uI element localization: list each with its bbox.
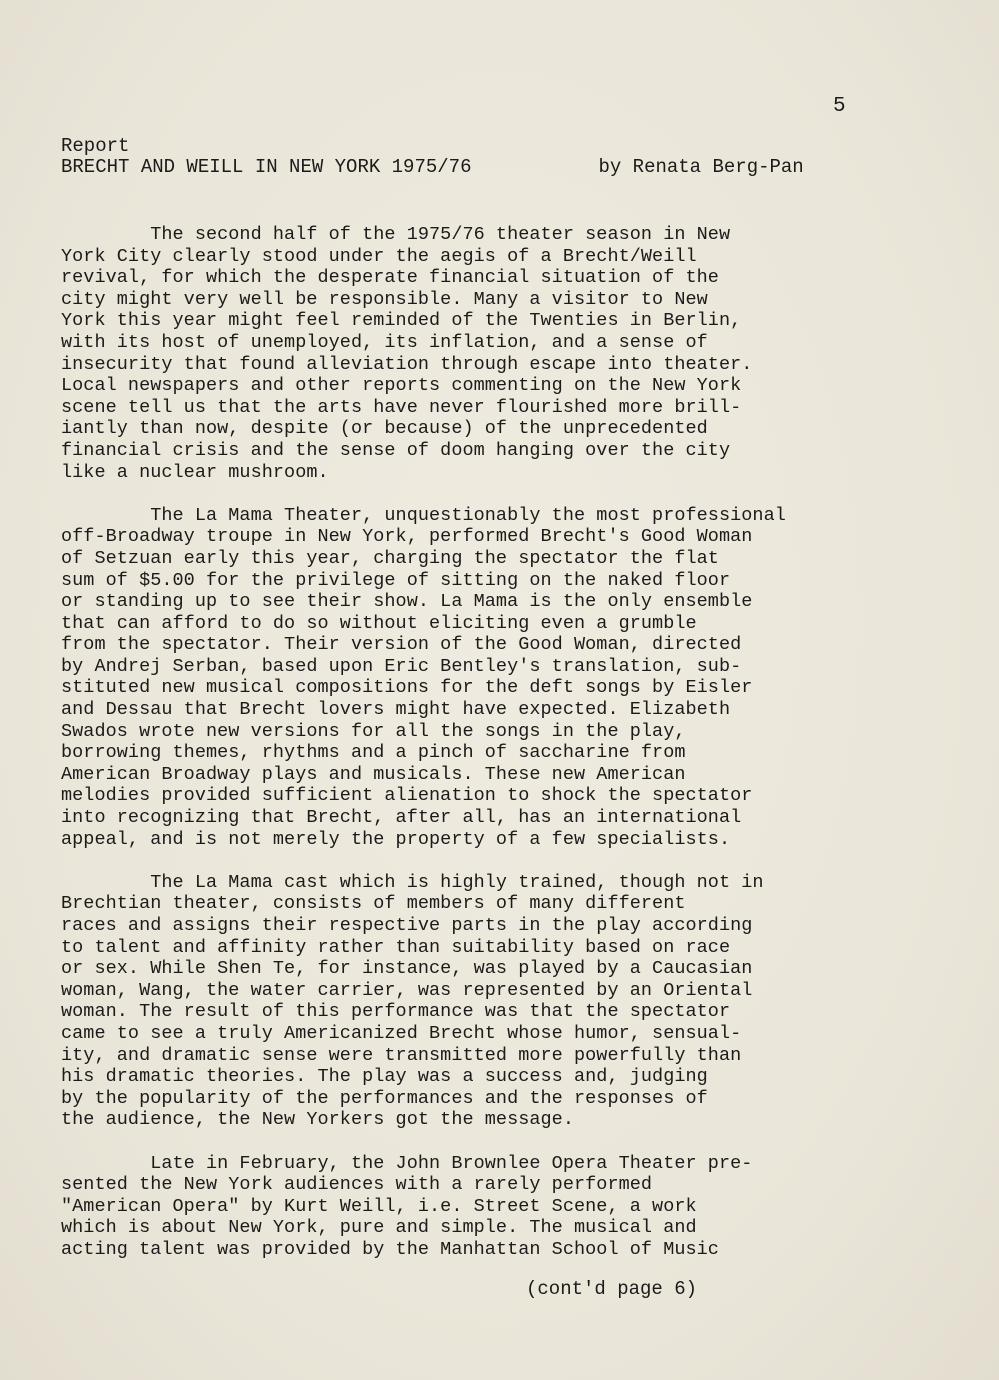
paragraph-4: Late in February, the John Brownlee Opera Theater pre- sented the New York audiences with a rarely performed "American Opera" by Kurt Weill, i.e. Street Scene, a work which is about New York, pure and simple. The musical and acting talent was provided by the Manhattan School of Music	[61, 1152, 753, 1260]
report-author: by Renata Berg-Pan	[598, 156, 804, 178]
report-header	[61, 136, 804, 178]
report-title: BRECHT AND WEILL IN NEW YORK 1975/76	[61, 156, 472, 178]
paragraph-1: The second half of the 1975/76 theater season in New York City clearly stood under the aegis of a Brecht/Weill revival, for which the desperate financial situation of the city might very well be responsible. Many a visitor to New York this year might feel reminded of the Twenties in Berlin, with its host of unemployed, its inflation, and a sense of insecurity that found alleviation through escape into theater. Local newspapers and other reports commenting on the New York scene tell us that the arts have never flourished more brill- iantly than now, despite (or because) of the unprecedented financial crisis and the sense of doom hanging over the city like a nuclear mushroom.	[61, 224, 753, 483]
paragraph-2: The La Mama Theater, unquestionably the most professional off-Broadway troupe in New York, performed Brecht's Good Woman of Setzuan early this year, charging the spectator the flat sum of $5.00 for the privilege of sitting on the naked floor or standing up to see their show. La Mama is the only ensemble that can afford to do so without eliciting even a grumble from the spectator. Their version of the Good Woman, directed by Andrej Serban, based upon Eric Bentley's translation, sub- stituted new musical compositions for the deft songs by Eisler and Dessau that Brecht lovers might have expected. Elizabeth Swados wrote new versions for all the songs in the play, borrowing themes, rhythms and a pinch of saccharine from American Broadway plays and musicals. These new American melodies provided sufficient alienation to shock the spectator into recognizing that Brecht, after all, has an international appeal, and is not merely the property of a few specialists.	[61, 504, 786, 850]
report-body	[61, 224, 931, 1261]
page-number: 5	[833, 95, 846, 118]
report-label: Report	[61, 135, 130, 157]
paragraph-3: The La Mama cast which is highly trained, though not in Brechtian theater, consists of members of many different races and assigns their respective parts in the play according to talent and affinity rather than suitability based on race or sex. While Shen Te, for instance, was played by a Caucasian woman, Wang, the water carrier, was represented by an Oriental woman. The result of this performance was that the spectator came to see a truly Americanized Brecht whose humor, sensual- ity, and dramatic sense were transmitted more powerfully than his dramatic theories. The play was a success and, judging by the popularity of the performances and the responses of the audience, the New Yorkers got the message.	[61, 871, 764, 1131]
title-row	[61, 157, 804, 178]
continued-note: (cont'd page 6)	[526, 1278, 698, 1300]
